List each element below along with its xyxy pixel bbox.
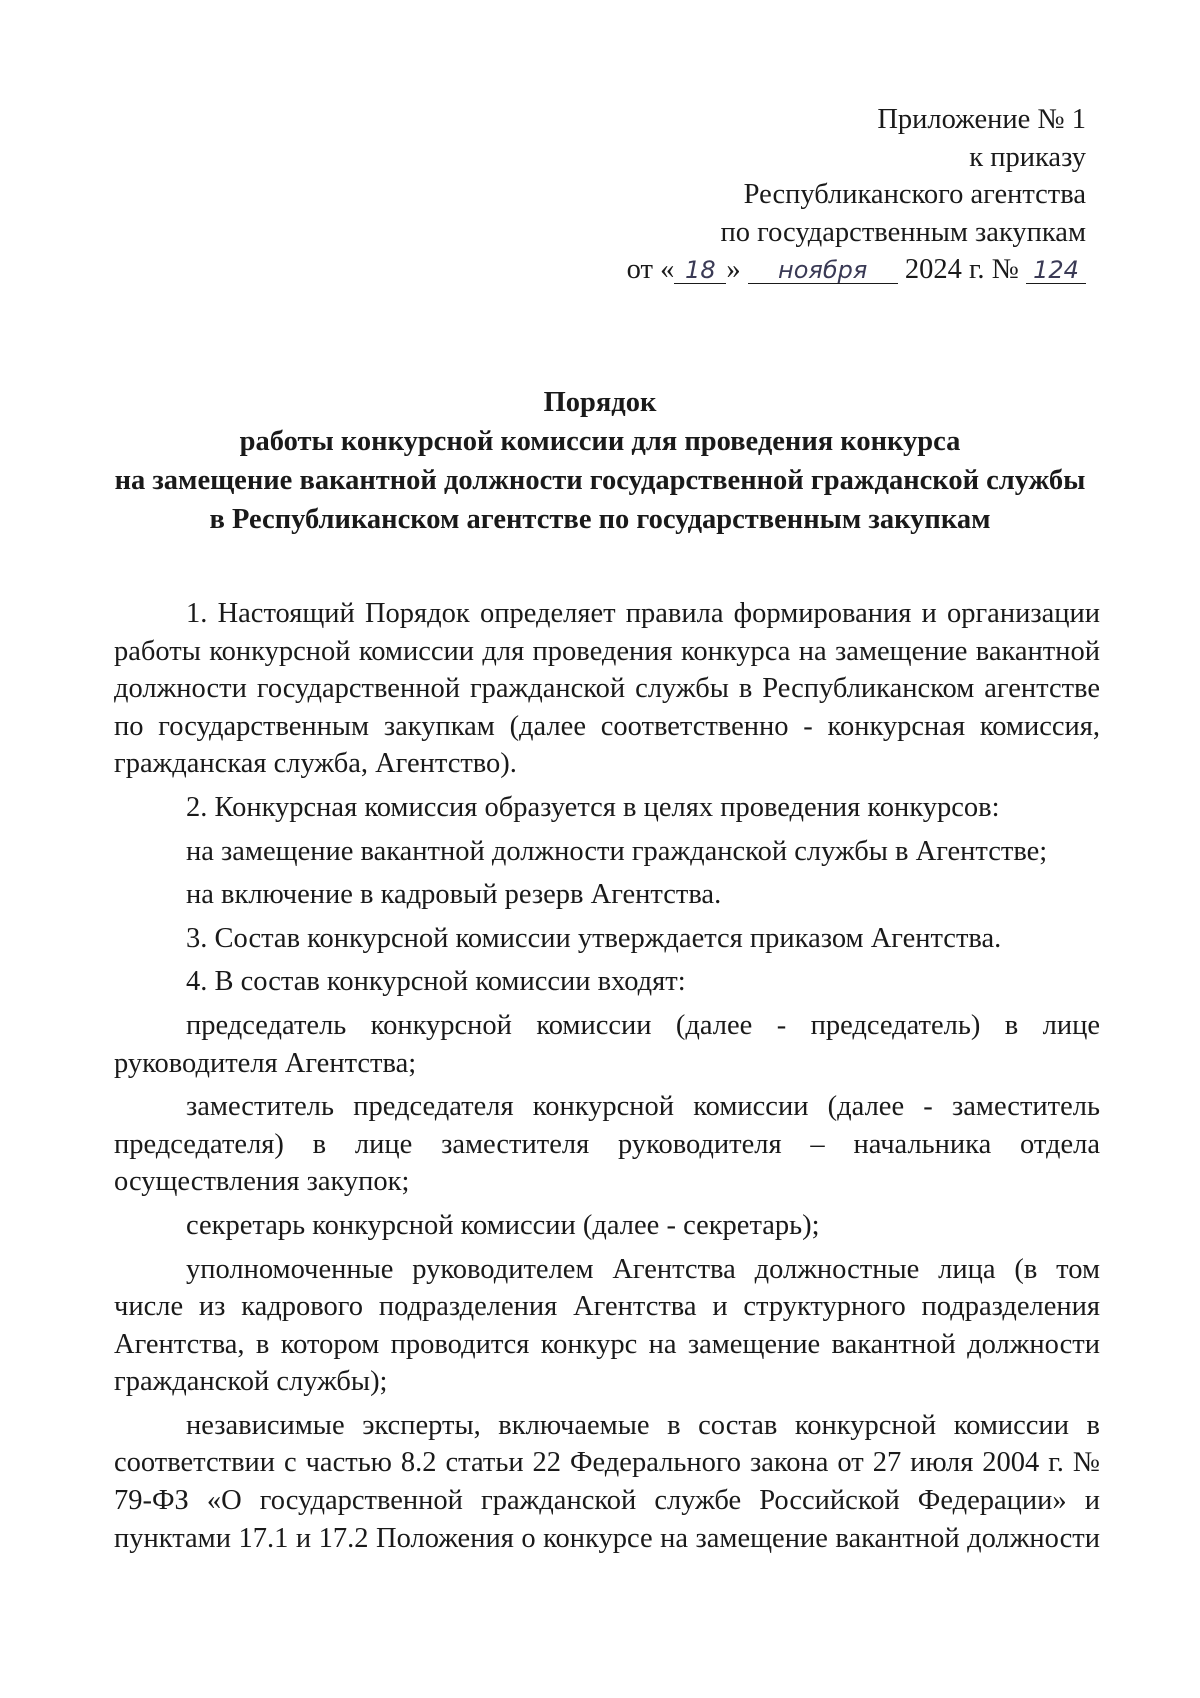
appendix-header [627,101,1086,289]
paragraph: заместитель председателя конкурсной комиссии (далее - заместитель председателя) в лице заместителя руководителя – начальника отдела осуществления закупок; [114,1091,1100,1198]
date-month-handwritten: ноября [748,257,898,284]
paragraph: на включение в кадровый резерв Агентства. [186,879,722,911]
paragraph: на замещение вакантной должности гражданской службы в Агентстве; [186,835,1048,867]
title-line-2: работы конкурсной комиссии для проведения конкурса [239,426,961,457]
appendix-agency: Республиканского агентства [743,179,1086,210]
title-line-3: на замещение вакантной должности государственной гражданской службы [114,465,1086,496]
paragraph: 4. В состав конкурсной комиссии входят: [186,966,686,998]
title-line-4: в Республиканском агентстве по государственным закупкам [209,504,991,535]
paragraph: независимые эксперты, включаемые в состав конкурсной комиссии в соответствии с частью 8.2 статьи 22 Федерального закона от 27 июля 2004 г. № 79-ФЗ «О государственной гражданской службе Российской Федерации» и пунктами 17.1 и 17.2 Положения о конкурсе на замещение вакантной должности [114,1409,1100,1554]
appendix-date-line [627,251,1086,289]
date-year-text: 2024 г. № [904,254,1019,285]
paragraph: секретарь конкурсной комиссии (далее - секретарь); [186,1209,820,1241]
paragraph: 3. Состав конкурсной комиссии утверждается приказом Агентства. [186,922,1002,954]
order-number-handwritten: 124 [1026,257,1086,284]
document-title [0,383,1200,539]
appendix-agency-cont: по государственным закупкам [720,216,1086,248]
paragraph: 2. Конкурсная комиссия образуется в целях проведения конкурсов: [186,791,1000,823]
appendix-title: Приложение № 1 [877,104,1086,135]
document-body [114,595,1100,1563]
paragraph: председатель конкурсной комиссии (далее - председатель) в лице руководителя Агентства; [114,1009,1100,1079]
date-day-handwritten: 18 [674,257,726,284]
title-line-1: Порядок [543,387,657,418]
date-mid: » [726,254,741,285]
date-prefix: от « [626,254,675,285]
paragraph: 1. Настоящий Порядок определяет правила формирования и организации работы конкурсной комиссии для проведения конкурса на замещение вакантной должности государственной гражданской службы в Республиканском агентстве по государственным закупкам (далее соответственно - конкурсная комиссия, гражданская служба, Агентство). [114,598,1100,780]
appendix-order-ref: к приказу [969,141,1086,173]
paragraph: уполномоченные руководителем Агентства должностные лица (в том числе из кадрового подразделения Агентства и структурного подразделения Агентства, в котором проводится конкурс на замещение вакантной должности гражданской службы); [114,1253,1100,1398]
